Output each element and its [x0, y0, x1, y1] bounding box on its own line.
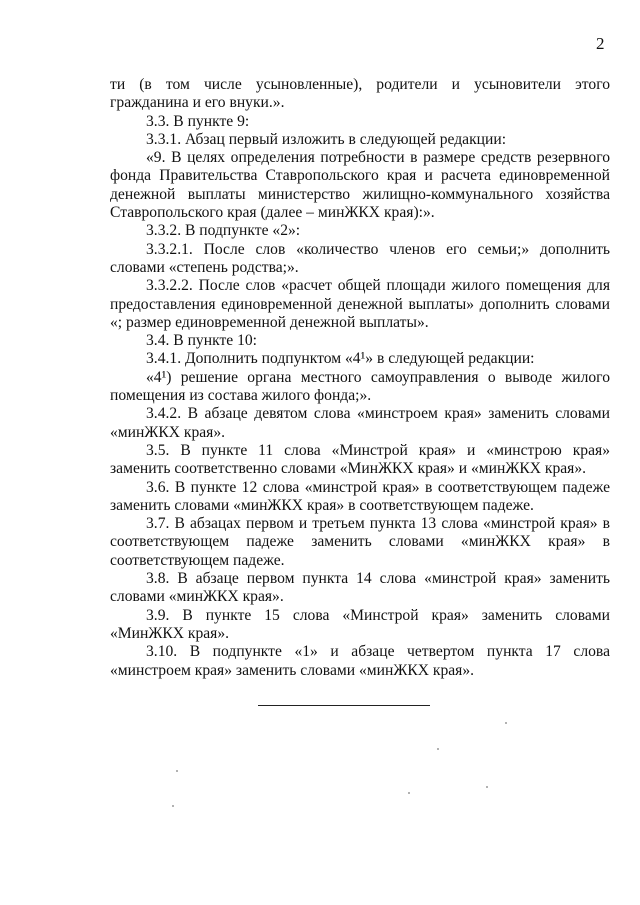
scan-speck [176, 770, 178, 772]
paragraph: 3.10. В подпункте «1» и абзаце четвертом пункта 17 слова «минстроем края» заменить словами «минЖКХ края». [110, 643, 610, 679]
paragraph: 3.3.2.2. После слов «расчет общей площади жилого помещения для предоставления единовременной денежной выплаты» дополнить словами «; размер единовременной денежной выплаты». [110, 277, 610, 331]
scan-speck [505, 722, 507, 724]
paragraph: 3.4.2. В абзаце девятом слова «минстроем края» заменить словами «минЖКХ края». [110, 405, 610, 441]
scan-speck [172, 805, 174, 807]
paragraph: 3.3.2.1. После слов «количество членов его семьи;» дополнить словами «степень родства;». [110, 240, 610, 276]
closing-rule [258, 705, 430, 706]
paragraph: 3.3.2. В подпункте «2»: [146, 222, 301, 240]
paragraph: «4¹) решение органа местного самоуправления о выводе жилого помещения из состава жилого фонда;». [110, 368, 610, 405]
paragraph: 3.3.1. Абзац первый изложить в следующей редакции: [146, 130, 507, 148]
paragraph: 3.9. В пункте 15 слова «Минстрой края» заменить словами «МинЖКХ края». [110, 606, 610, 642]
paragraph: 3.3. В пункте 9: [146, 112, 250, 130]
paragraph: 3.6. В пункте 12 слова «минстрой края» в соответствующем падеже заменить словами «минЖКХ края» в соответствующем падеже. [110, 478, 610, 514]
paragraph: ти (в том числе усыновленные), родители и усыновители этого гражданина и его внуки.». [110, 76, 610, 112]
scan-speck [486, 786, 488, 788]
paragraph: «9. В целях определения потребности в размере средств резервного фонда Правительства Ставропольского края и расчета единовременной денежной выплаты министерство жилищно-коммунального хозяйства Ставропольского края (далее – минЖКХ края):». [110, 149, 610, 222]
scan-speck [437, 748, 439, 750]
document-body [110, 76, 610, 680]
page-number: 2 [596, 34, 605, 53]
paragraph: 3.7. В абзацах первом и третьем пункта 13 слова «минстрой края» в соответствующем падеже заменить словами «минЖКХ края» в соответствующем падеже. [110, 515, 610, 569]
paragraph: 3.8. В абзаце первом пункта 14 слова «минстрой края» заменить словами «минЖКХ края». [110, 570, 610, 606]
scan-speck [408, 792, 410, 794]
paragraph: 3.5. В пункте 11 слова «Минстрой края» и «минстрою края» заменить соответственно словами «МинЖКХ края» и «минЖКХ края». [110, 441, 610, 478]
paragraph: 3.4. В пункте 10: [146, 332, 258, 350]
paragraph: 3.4.1. Дополнить подпунктом «4¹» в следующей редакции: [146, 350, 535, 368]
